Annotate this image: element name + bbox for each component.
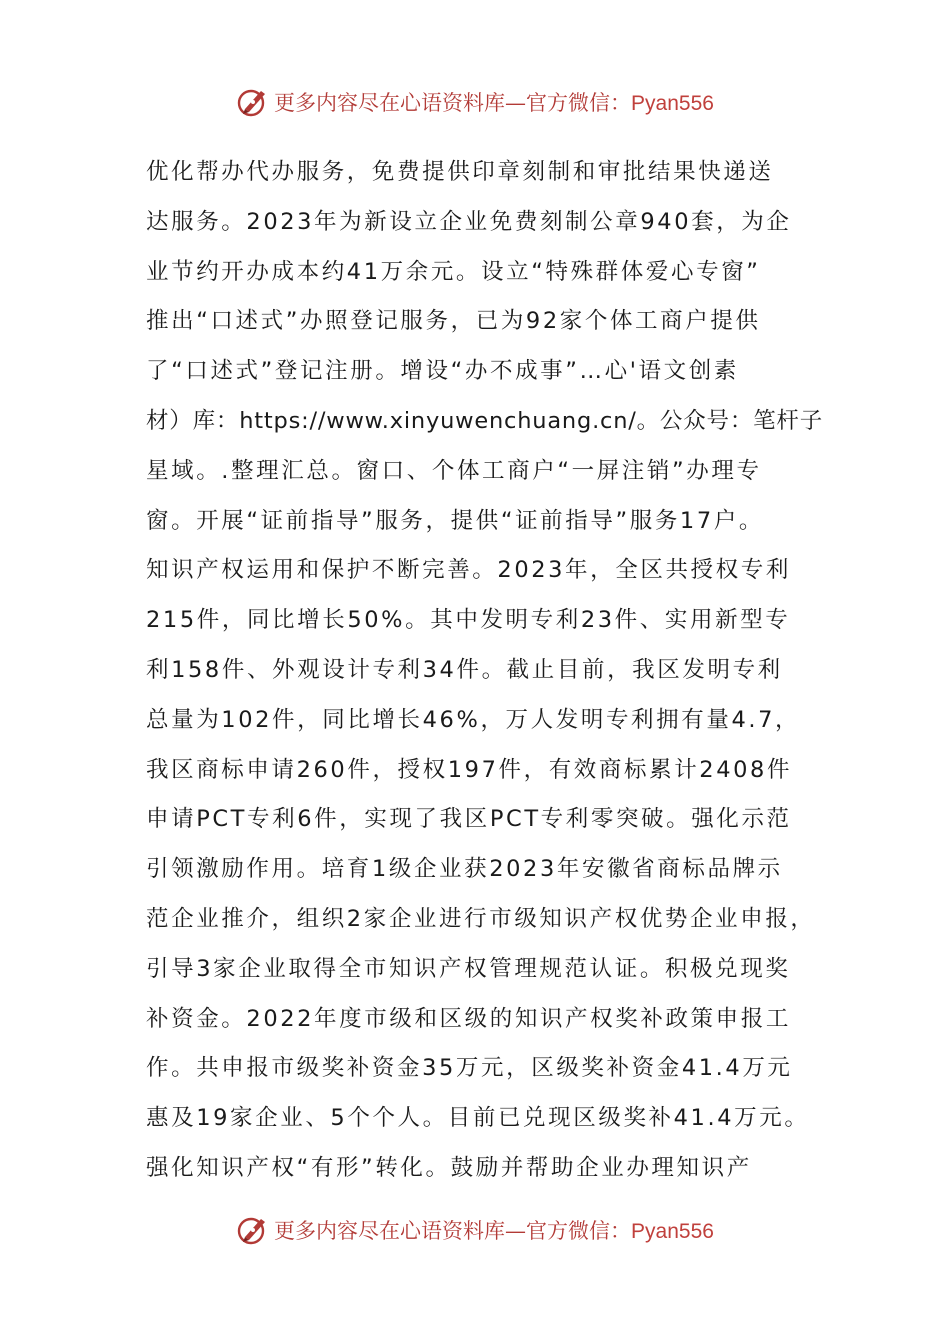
footer-banner [0, 1210, 950, 1250]
text-line: 业节约开办成本约41万余元。设立“特殊群体爱心专窗” [146, 258, 761, 285]
text-line: 利158件、外观设计专利34件。截止目前，我区发明专利 [146, 656, 783, 683]
text-line: 范企业推介，组织2家企业进行市级知识产权优势企业申报， [146, 905, 816, 932]
text-line: 了“口述式”登记注册。增设“办不成事”…心'语文创素 [146, 358, 739, 385]
text-line: 申请PCT专利6件，实现了我区PCT专利零突破。强化示范 [146, 806, 792, 833]
text-line: 惠及19家企业、5个个人。目前已兑现区级奖补41.4万元。 [146, 1105, 810, 1132]
pen-nib-circle-icon [236, 85, 270, 119]
pen-nib-circle-icon [236, 1213, 270, 1247]
header-banner [0, 82, 950, 122]
text-line: 我区商标申请260件，授权197件，有效商标累计2408件 [146, 756, 793, 783]
text-line: 知识产权运用和保护不断完善。2023年，全区共授权专利 [146, 557, 791, 584]
text-line: 材）库：https://www.xinyuwenchuang.cn/。公众号：笔杆子 [146, 407, 824, 434]
text-line: 推出“口述式”办照登记服务，已为92家个体工商户提供 [146, 308, 761, 335]
header-banner-text: 更多内容尽在心语资料库—官方微信：Pyan556 [274, 91, 714, 115]
text-line: 引领激励作用。培育1级企业获2023年安徽省商标品牌示 [146, 856, 783, 883]
text-line: 215件，同比增长50%。其中发明专利23件、实用新型专 [146, 607, 791, 634]
text-line: 强化知识产权“有形”转化。鼓励并帮助企业办理知识产 [146, 1154, 752, 1181]
text-line: 优化帮办代办服务，免费提供印章刻制和审批结果快递送 [146, 159, 774, 185]
text-line: 星域。.整理汇总。窗口、个体工商户“一屏注销”办理专 [146, 457, 762, 484]
text-line: 补资金。2022年度市级和区级的知识产权奖补政策申报工 [146, 1005, 791, 1032]
header-wechat-id: Pyan556 [631, 92, 714, 115]
footer-wechat-id: Pyan556 [631, 1220, 714, 1243]
text-line: 作。共申报市级奖补资金35万元，区级奖补资金41.4万元 [146, 1055, 793, 1082]
text-line: 窗。开展“证前指导”服务，提供“证前指导”服务17户。 [146, 507, 764, 534]
text-line: 总量为102件，同比增长46%，万人发明专利拥有量4.7， [146, 706, 801, 733]
footer-banner-text: 更多内容尽在心语资料库—官方微信：Pyan556 [274, 1219, 714, 1243]
document-body [146, 148, 826, 1194]
text-line: 引导3家企业取得全市知识产权管理规范认证。积极兑现奖 [146, 955, 791, 982]
text-line: 达服务。2023年为新设立企业免费刻制公章940套，为企 [146, 208, 792, 235]
